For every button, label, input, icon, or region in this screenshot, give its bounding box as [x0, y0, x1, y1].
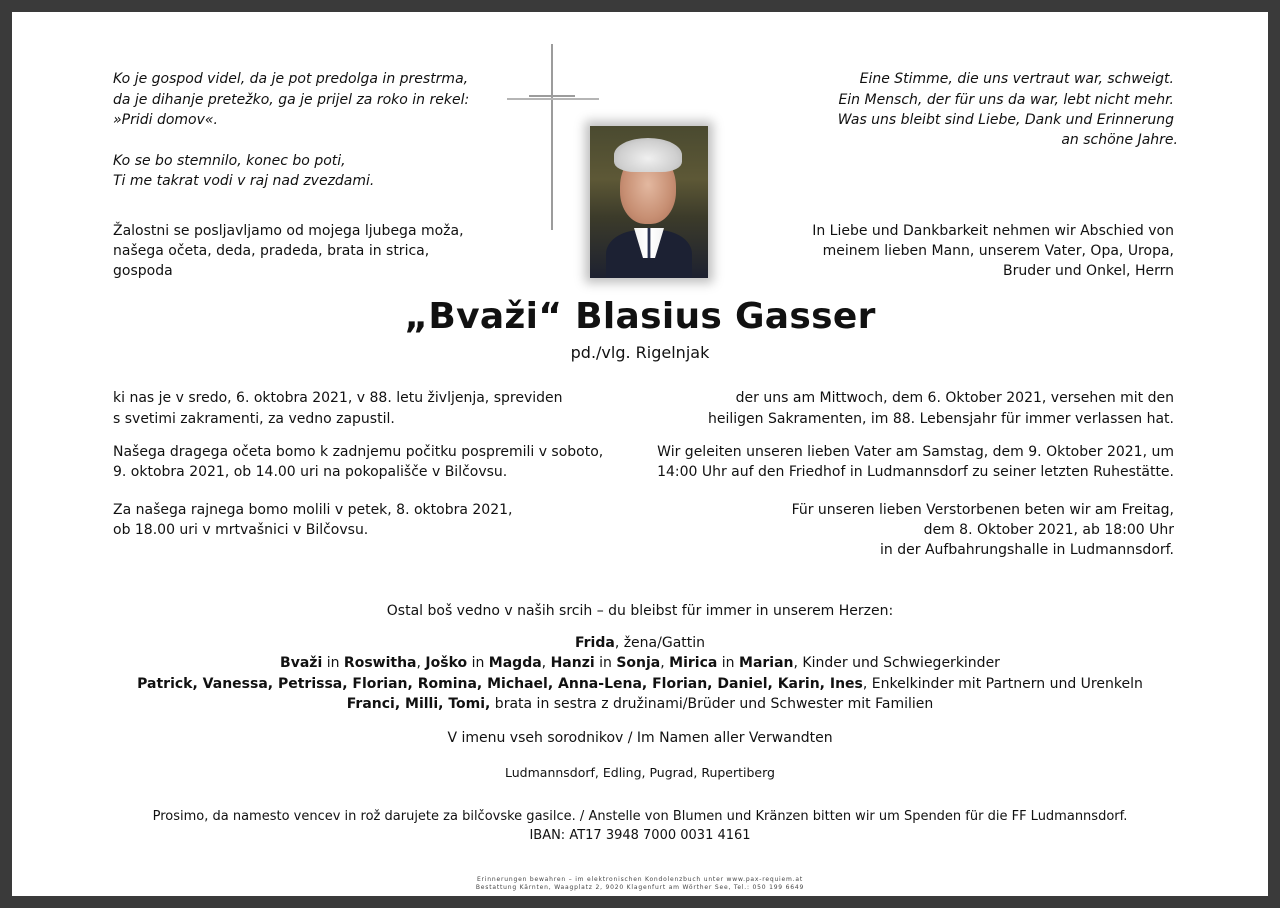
child-name: Bvaži: [280, 655, 323, 671]
text-sl-line: ki nas je v sredo, 6. oktobra 2021, v 88. letu življenja, spreviden: [113, 390, 563, 406]
text-de-line: dem 8. Oktober 2021, ab 18:00 Uhr: [923, 522, 1174, 538]
poem-de-line: Ein Mensch, der für uns da war, lebt nicht mehr.: [838, 92, 1174, 108]
poem-sl-line: Ko je gospod videl, da je pot predolga in prestrma,: [113, 71, 469, 87]
child-name: Magda: [488, 655, 542, 671]
spouse-name: Frida: [574, 635, 615, 651]
deceased-name: „Bvaži“ Blasius Gasser: [404, 296, 876, 337]
text-de-line: in der Aufbahrungshalle in Ludmannsdorf.: [880, 542, 1174, 558]
text-de-line: der uns am Mittwoch, dem 6. Oktober 2021, versehen mit den: [735, 390, 1174, 406]
text-de-line: 14:00 Uhr auf den Friedhof in Ludmannsdorf zu seiner letzten Ruhestätte.: [657, 464, 1174, 480]
poem-sl-line: Ko se bo stemnilo, konec bo poti,: [113, 153, 346, 169]
child-name: Joško: [425, 655, 468, 671]
places-line: Ludmannsdorf, Edling, Pugrad, Rupertiberg: [505, 765, 775, 780]
intro-sl-line: gospoda: [113, 263, 173, 279]
text-sl-line: Našega dragega očeta bomo k zadnjemu počitku pospremili v soboto,: [113, 444, 604, 460]
child-separator: in: [467, 655, 489, 671]
grandchildren-names: Patrick, Vanessa, Petrissa, Florian, Romina, Michael, Anna-Lena, Florian, Daniel, Karin, Ines: [137, 676, 863, 692]
child-name: Marian: [739, 655, 794, 671]
grandchildren-role: , Enkelkinder mit Partnern und Urenkeln: [862, 676, 1143, 692]
intro-de-line: meinem lieben Mann, unserem Vater, Opa, Uropa,: [822, 243, 1174, 259]
child-name: Sonja: [616, 655, 661, 671]
child-name: Hanzi: [550, 655, 595, 671]
text-de-line: heiligen Sakramenten, im 88. Lebensjahr für immer verlassen hat.: [708, 411, 1174, 427]
donation-line: Prosimo, da namesto vencev in rož darujete za bilčovske gasilce. / Anstelle von Blumen und Kränzen bitten wir um Spenden für die FF Ludmannsdorf.: [152, 809, 1128, 824]
text-sl-line: ob 18.00 uri v mrtvašnici v Bilčovsu.: [113, 522, 369, 538]
child-separator: ,: [416, 655, 426, 671]
family-line-spouse: [12, 633, 1268, 654]
child-separator: ,: [660, 655, 670, 671]
intro-de-line: Bruder und Onkel, Herrn: [1003, 263, 1174, 279]
siblings-names: Franci, Milli, Tomi,: [346, 696, 491, 712]
text-de-line: Für unseren lieben Verstorbenen beten wir am Freitag,: [791, 502, 1174, 518]
siblings-role: brata in sestra z družinami/Brüder und Schwester mit Familien: [490, 696, 934, 712]
child-name: Roswitha: [343, 655, 417, 671]
text-de-line: Wir geleiten unseren lieben Vater am Samstag, dem 9. Oktober 2021, um: [657, 444, 1174, 460]
poem-de-line: Eine Stimme, die uns vertraut war, schweigt.: [859, 71, 1174, 87]
poem-sl-line: Ti me takrat vodi v raj nad zvezdami.: [113, 173, 375, 189]
child-separator: , Kinder und Schwiegerkinder: [793, 655, 1000, 671]
text-sl-line: 9. oktobra 2021, ob 14.00 uri na pokopališče v Bilčovsu.: [113, 464, 508, 480]
family-line-siblings: [12, 694, 1268, 715]
poem-de-line: Was uns bleibt sind Liebe, Dank und Erinnerung: [837, 112, 1174, 128]
family-line-children: [12, 653, 1268, 674]
child-separator: in: [717, 655, 740, 671]
house-name: pd./vlg. Rigelnjak: [570, 343, 710, 362]
intro-de-line: In Liebe und Dankbarkeit nehmen wir Abschied von: [812, 223, 1174, 239]
obituary-page: [12, 12, 1268, 896]
intro-sl-line: našega očeta, deda, pradeda, brata in strica,: [113, 243, 430, 259]
relatives-line: V imenu vseh sorodnikov / Im Namen aller Verwandten: [447, 730, 833, 746]
text-sl-line: Za našega rajnega bomo molili v petek, 8. oktobra 2021,: [113, 502, 513, 518]
iban-line: IBAN: AT17 3948 7000 0031 4161: [529, 828, 751, 843]
cross-icon: [551, 44, 553, 230]
intro-sl-line: Žalostni se posljavljamo od mojega ljubega moža,: [113, 223, 464, 239]
child-name: Mirica: [669, 655, 718, 671]
poem-sl-line: »Pridi domov«.: [113, 112, 218, 128]
footer-address: Bestattung Kärnten, Waagplatz 2, 9020 Klagenfurt am Wörther See, Tel.: 050 199 6649: [475, 884, 805, 891]
cross-bar-inner: [529, 95, 575, 97]
poem-de-line: an schöne Jahre.: [1061, 132, 1178, 148]
child-separator: ,: [541, 655, 551, 671]
portrait-photo: [590, 126, 708, 278]
text-sl-line: s svetimi zakramenti, za vedno zapustil.: [113, 411, 395, 427]
poem-sl-line: da je dihanje pretežko, ga je prijel za roko in rekel:: [113, 92, 470, 108]
spouse-role: , žena/Gattin: [614, 635, 706, 651]
footer-condolence: Erinnerungen bewahren – im elektronischen Kondolenzbuch unter www.pax-requiem.at: [476, 876, 804, 883]
remembrance-line: Ostal boš vedno v naših srcih – du bleibst für immer in unserem Herzen:: [386, 603, 894, 619]
portrait-hair: [614, 138, 682, 172]
cross-bar: [507, 98, 599, 100]
family-line-grandchildren: [12, 674, 1268, 695]
child-separator: in: [322, 655, 344, 671]
child-separator: in: [594, 655, 617, 671]
